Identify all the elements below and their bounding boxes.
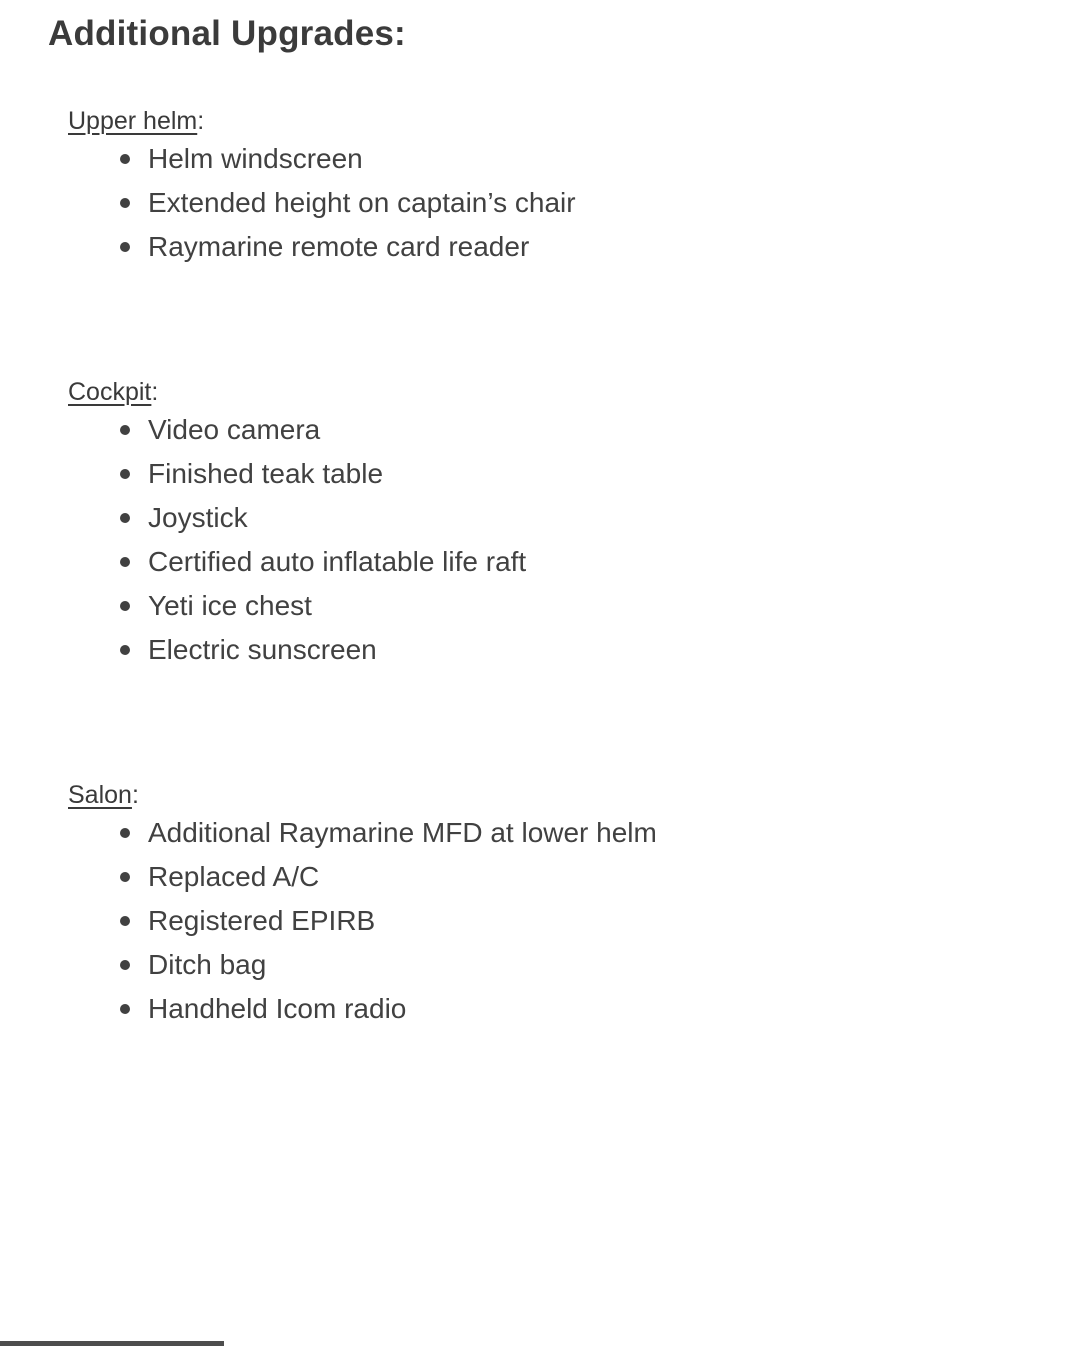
cockpit-list	[48, 408, 1050, 672]
list-item	[148, 855, 1050, 899]
page-title: Additional Upgrades:	[48, 14, 406, 53]
list-item-text: Video camera	[148, 414, 321, 445]
list-item-text: Certified auto inflatable life raft	[148, 546, 527, 577]
upper-helm-list	[48, 137, 1050, 269]
list-item	[148, 943, 1050, 987]
bullet-icon	[120, 242, 130, 252]
list-item-text: Handheld Icom radio	[148, 993, 407, 1024]
bullet-icon	[120, 425, 130, 435]
section-heading-underlined-text: Salon	[68, 781, 132, 809]
list-item	[148, 584, 1050, 628]
list-item-text: Electric sunscreen	[148, 634, 377, 665]
list-item	[148, 496, 1050, 540]
bullet-icon	[120, 469, 130, 479]
list-item-text: Finished teak table	[148, 458, 384, 489]
partial-bottom-element-bar	[0, 1341, 224, 1346]
list-item	[148, 408, 1050, 452]
list-item	[148, 628, 1050, 672]
bullet-icon	[120, 557, 130, 567]
section-heading-colon: :	[151, 378, 159, 406]
salon-list	[48, 811, 1050, 1031]
list-item-text: Replaced A/C	[148, 861, 320, 892]
bullet-icon	[120, 960, 130, 970]
section-heading-underlined-text: Cockpit	[68, 378, 152, 406]
section-heading-cockpit	[68, 377, 1050, 408]
section-heading-underlined-text: Upper helm	[68, 107, 198, 135]
list-item	[148, 987, 1050, 1031]
list-item-text: Additional Raymarine MFD at lower helm	[148, 817, 657, 848]
list-item	[148, 899, 1050, 943]
section-heading-upper-helm	[68, 106, 1050, 137]
list-item-text: Helm windscreen	[148, 143, 363, 174]
section-heading-colon: :	[131, 781, 139, 809]
list-item-text: Extended height on captain’s chair	[148, 187, 576, 218]
bullet-icon	[120, 513, 130, 523]
section-heading-salon	[68, 780, 1050, 811]
list-item	[148, 181, 1050, 225]
list-item	[148, 137, 1050, 181]
bullet-icon	[120, 1004, 130, 1014]
bullet-icon	[120, 916, 130, 926]
list-item	[148, 540, 1050, 584]
list-item-text: Ditch bag	[148, 949, 267, 980]
bullet-icon	[120, 154, 130, 164]
list-item	[148, 811, 1050, 855]
list-item-text: Joystick	[148, 502, 248, 533]
list-item	[148, 225, 1050, 269]
bullet-icon	[120, 828, 130, 838]
list-item-text: Raymarine remote card reader	[148, 231, 530, 262]
bullet-icon	[120, 872, 130, 882]
bullet-icon	[120, 198, 130, 208]
bullet-icon	[120, 601, 130, 611]
list-item	[148, 452, 1050, 496]
list-item-text: Yeti ice chest	[148, 590, 312, 621]
bullet-icon	[120, 645, 130, 655]
section-heading-colon: :	[197, 107, 205, 135]
list-item-text: Registered EPIRB	[148, 905, 376, 936]
